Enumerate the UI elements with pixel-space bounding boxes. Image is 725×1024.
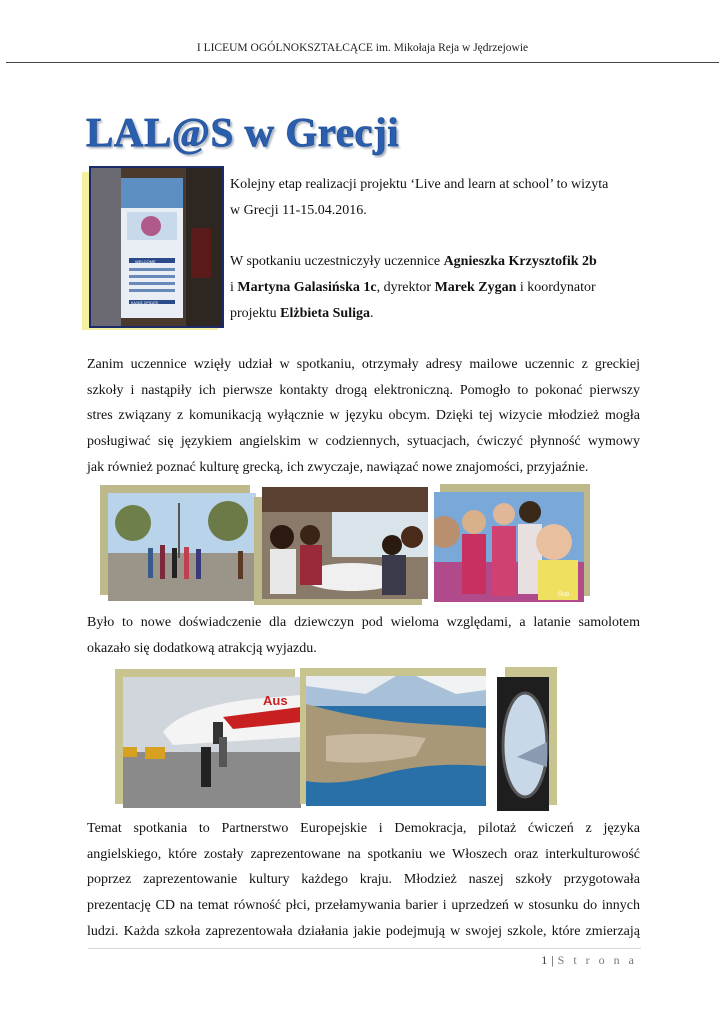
p1-line: stres związany z komunikacją wyłącznie w języku obcym. Dzięki tej wizycie młodzież mogła (87, 408, 640, 424)
photo-aerial (300, 668, 492, 810)
participant-name: Martyna Galasińska 1c (237, 279, 377, 295)
plane-livery-text: Aus (263, 693, 288, 708)
paragraph-1 (87, 352, 640, 481)
page-title: LAL@S w Grecji (86, 109, 400, 155)
footer-separator: | (547, 953, 558, 967)
participant-name: Agnieszka Krzysztofik 2b (443, 254, 597, 270)
photo-restaurant (254, 487, 430, 607)
selfie-illustration (434, 492, 584, 602)
p1-line: Zanim uczennice wzięły udział w spotkaniu, otrzymały adresy mailowe uczennic z greckiej (87, 357, 640, 372)
intro-participants: W spotkaniu uczestniczyły uczennice Agnieszka Krzysztofik 2b (230, 254, 597, 270)
photo-selfie (434, 484, 594, 606)
header-rule (6, 62, 719, 63)
intro-line-1: Kolejny etap realizacji projektu ‘Live and learn at school’ to wizyta (230, 177, 609, 192)
p2-line: Było to nowe doświadczenie dla dziewczyn pod wieloma względami, a latanie samolotem (87, 615, 640, 630)
p2-line: okazało się dodatkową atrakcją wyjazdu. (87, 640, 317, 656)
selfie-watermark: Rob (558, 592, 570, 598)
intro-text (230, 172, 650, 326)
photo-promenade (100, 485, 260, 605)
photo-airplane (115, 669, 305, 809)
intro-line-2: w Grecji 11-15.04.2016. (230, 202, 367, 218)
intro-participants-3: projektu Elżbieta Suliga. (230, 305, 374, 321)
poster-text-welcome: WELCOME (135, 259, 156, 264)
airplane-illustration (123, 677, 301, 808)
window-illustration (497, 677, 549, 811)
poster-text-greek: KAΛΩΣ ΟΡΙΣΑΤΕ (131, 301, 159, 305)
intro-participants-2: i Martyna Galasińska 1c, dyrektor Marek Zygan i koordynator (230, 279, 596, 295)
page-header: I LICEUM OGÓLNOKSZTAŁCĄCE im. Mikołaja Reja w Jędrzejowie (196, 42, 529, 54)
page-number: 1 (541, 953, 548, 967)
photo-window (497, 667, 559, 812)
page-label: S t r o n a (557, 953, 637, 967)
p1-line: jak również poznać kulturę grecką, ich zwyczaje, nawiązać nowe znajomości, przyjaźnie. (87, 459, 589, 475)
p3-line: ludzi. Każda szkoła zaprezentowała działania jakie podejmują w swojej szkole, które zmierzają (87, 923, 640, 939)
coordinator-name: Elżbieta Suliga (280, 305, 371, 321)
p1-line: posługiwać się językiem angielskim w codziennych, sytuacjach, ćwiczyć płynność wymowy (87, 434, 640, 450)
aerial-illustration (306, 676, 486, 806)
page-footer (541, 953, 637, 968)
footer-rule (88, 948, 641, 949)
paragraph-3 (87, 816, 640, 945)
p1-line: szkoły i nastąpiły ich pierwsze kontakty drogą elektroniczną. Pomogło to pokonać pierwszy (87, 382, 640, 398)
poster-illustration (91, 168, 222, 326)
restaurant-illustration (262, 487, 428, 599)
photo-image (89, 166, 224, 328)
promenade-illustration (108, 493, 256, 601)
director-name: Marek Zygan (434, 279, 517, 295)
paragraph-2 (87, 610, 640, 661)
photo-poster (82, 166, 222, 330)
p3-line: poprzez zaprezentowanie kultury każdego kraju. Młodzież naszej szkoły przygotowała (87, 872, 640, 888)
p3-line: Temat spotkania to Partnerstwo Europejskie i Demokracja, pilotaż ćwiczeń z języka (87, 821, 640, 836)
p3-line: prezentację CD na temat równość płci, przełamywania barier i uprzedzeń w stosunku do innych (87, 898, 640, 914)
p3-line: angielskiego, które zostały zaprezentowane na spotkaniu we Włoszech oraz interkulturowość (87, 846, 640, 862)
